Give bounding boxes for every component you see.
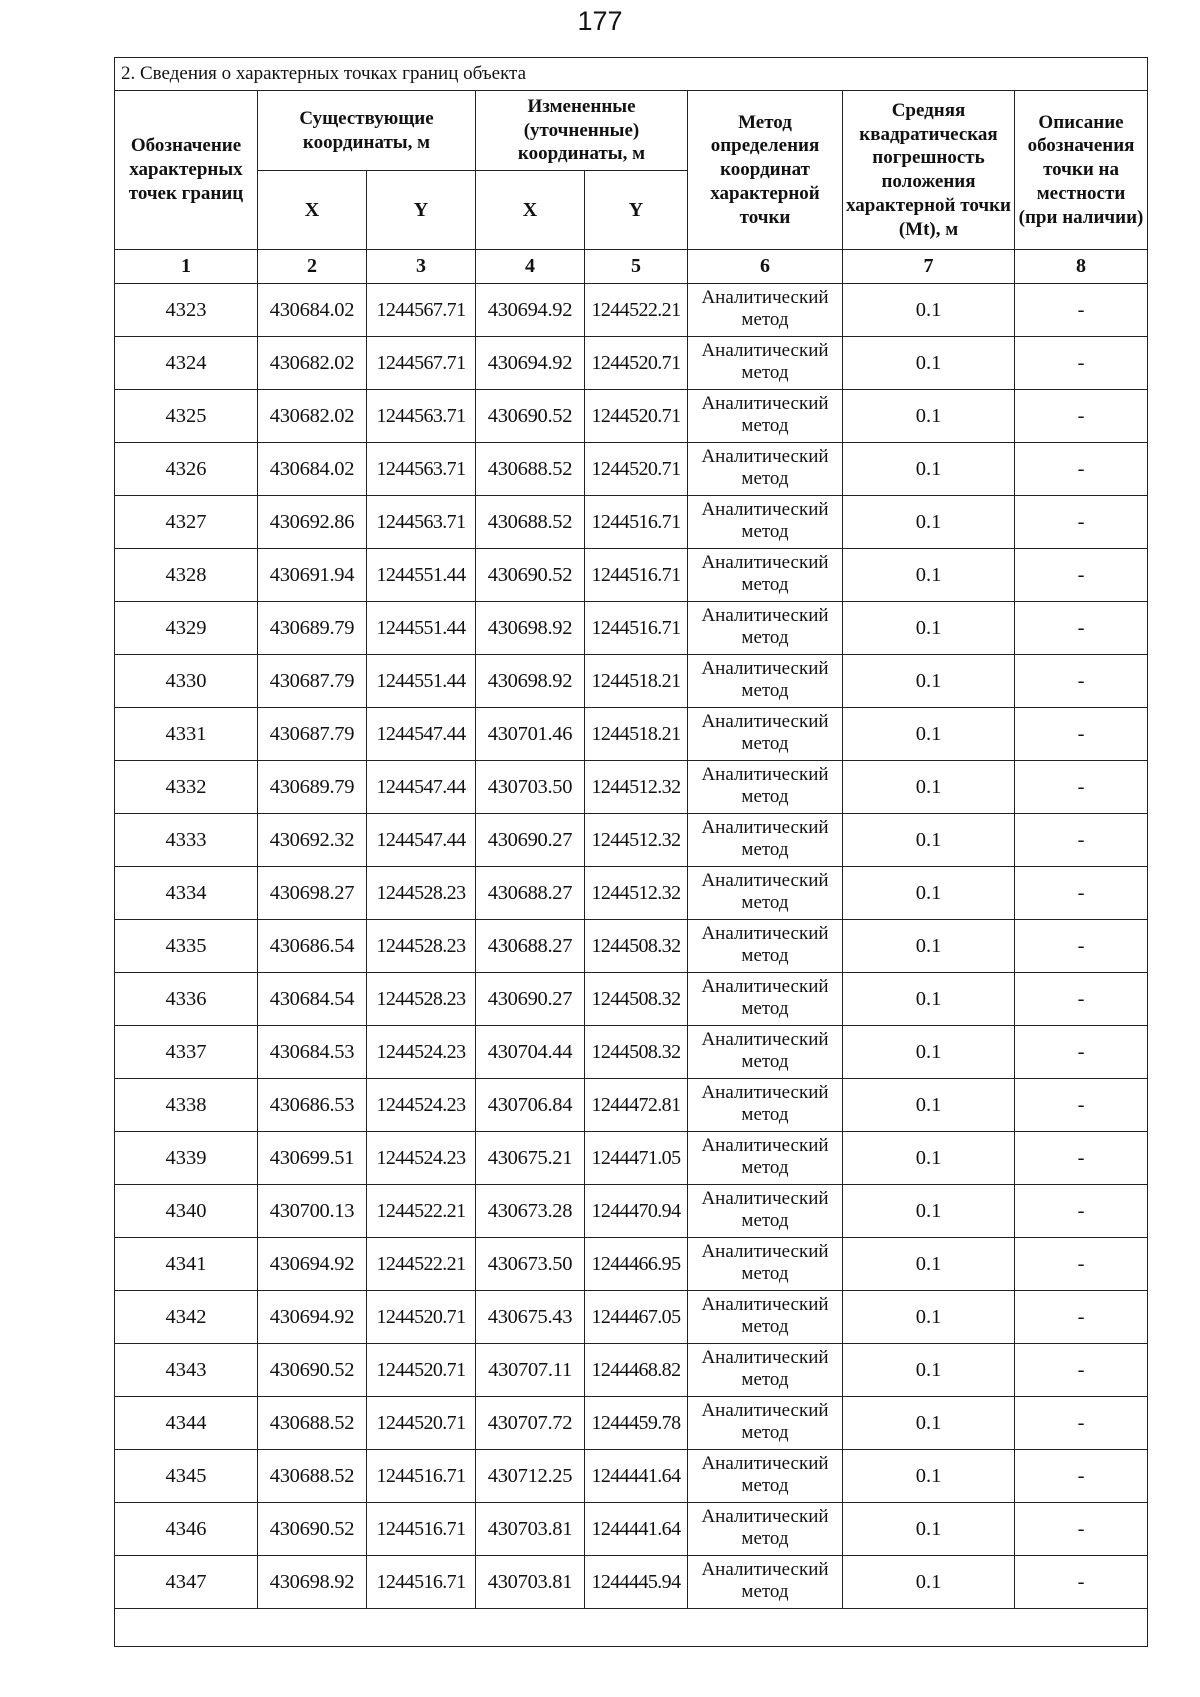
mean-square-error-cell: 0.1 [843,708,1015,761]
changed-x-cell: 430706.84 [476,1079,585,1132]
table-row [115,1291,1148,1344]
description-cell: - [1015,549,1148,602]
table-row [115,655,1148,708]
mean-square-error-cell: 0.1 [843,337,1015,390]
description-cell: - [1015,284,1148,337]
mean-square-error-cell: 0.1 [843,1503,1015,1556]
changed-x-cell: 430707.11 [476,1344,585,1397]
changed-y-cell: 1244518.21 [585,708,688,761]
table-row [115,1556,1148,1609]
empty-cell [115,1609,1148,1647]
table-row [115,337,1148,390]
method-cell: Аналитический метод [688,1503,843,1556]
method-cell: Аналитический метод [688,1450,843,1503]
description-cell: - [1015,1344,1148,1397]
changed-y-cell: 1244441.64 [585,1503,688,1556]
changed-x-cell: 430690.52 [476,390,585,443]
mean-square-error-cell: 0.1 [843,1132,1015,1185]
mean-square-error-cell: 0.1 [843,867,1015,920]
mean-square-error-cell: 0.1 [843,496,1015,549]
table-row [115,390,1148,443]
point-id-cell: 4328 [115,549,258,602]
section-title: 2. Сведения о характерных точках границ объекта [115,58,1148,91]
existing-x-cell: 430691.94 [258,549,367,602]
changed-y-cell: 1244520.71 [585,390,688,443]
existing-x-cell: 430686.54 [258,920,367,973]
table-row [115,284,1148,337]
existing-x-cell: 430684.53 [258,1026,367,1079]
method-cell: Аналитический метод [688,1397,843,1450]
description-cell: - [1015,1291,1148,1344]
method-cell: Аналитический метод [688,549,843,602]
mean-square-error-cell: 0.1 [843,1556,1015,1609]
method-cell: Аналитический метод [688,1185,843,1238]
changed-y-cell: 1244512.32 [585,814,688,867]
mean-square-error-cell: 0.1 [843,655,1015,708]
mean-square-error-cell: 0.1 [843,602,1015,655]
point-id-cell: 4335 [115,920,258,973]
point-id-cell: 4329 [115,602,258,655]
existing-y-cell: 1244522.21 [367,1238,476,1291]
description-cell: - [1015,867,1148,920]
changed-y-cell: 1244508.32 [585,1026,688,1079]
existing-y-cell: 1244516.71 [367,1556,476,1609]
existing-x-cell: 430686.53 [258,1079,367,1132]
changed-x-cell: 430690.27 [476,973,585,1026]
existing-y-cell: 1244520.71 [367,1291,476,1344]
description-cell: - [1015,814,1148,867]
column-number: 2 [258,250,367,284]
existing-y-cell: 1244528.23 [367,973,476,1026]
boundary-points-table [114,57,1148,1647]
existing-x-cell: 430684.54 [258,973,367,1026]
changed-x-cell: 430673.28 [476,1185,585,1238]
existing-y-cell: 1244563.71 [367,390,476,443]
table-row [115,1503,1148,1556]
mean-square-error-cell: 0.1 [843,973,1015,1026]
changed-x-cell: 430698.92 [476,655,585,708]
changed-y-cell: 1244508.32 [585,973,688,1026]
existing-y-cell: 1244567.71 [367,337,476,390]
existing-y-cell: 1244520.71 [367,1344,476,1397]
existing-y-cell: 1244547.44 [367,708,476,761]
table-row [115,708,1148,761]
method-cell: Аналитический метод [688,973,843,1026]
point-id-cell: 4338 [115,1079,258,1132]
changed-y-cell: 1244512.32 [585,867,688,920]
existing-x-cell: 430684.02 [258,284,367,337]
header-existing-x: X [258,171,367,250]
page-number: 177 [577,6,623,36]
existing-x-cell: 430694.92 [258,1238,367,1291]
table-row [115,1026,1148,1079]
header-mean-square-error: Средняя квадратическая погрешность положения характерной точки (Mt), м [843,91,1015,250]
existing-y-cell: 1244524.23 [367,1132,476,1185]
mean-square-error-cell: 0.1 [843,1397,1015,1450]
existing-y-cell: 1244524.23 [367,1079,476,1132]
changed-y-cell: 1244471.05 [585,1132,688,1185]
existing-x-cell: 430682.02 [258,390,367,443]
point-id-cell: 4339 [115,1132,258,1185]
method-cell: Аналитический метод [688,761,843,814]
method-cell: Аналитический метод [688,390,843,443]
existing-y-cell: 1244551.44 [367,549,476,602]
mean-square-error-cell: 0.1 [843,920,1015,973]
column-number-row [115,250,1148,284]
point-id-cell: 4341 [115,1238,258,1291]
description-cell: - [1015,602,1148,655]
method-cell: Аналитический метод [688,496,843,549]
existing-y-cell: 1244516.71 [367,1503,476,1556]
method-cell: Аналитический метод [688,337,843,390]
header-changed-coordinates: Измененные (уточненные) координаты, м [476,91,688,171]
method-cell: Аналитический метод [688,284,843,337]
method-cell: Аналитический метод [688,1556,843,1609]
mean-square-error-cell: 0.1 [843,1026,1015,1079]
column-number: 7 [843,250,1015,284]
existing-x-cell: 430698.92 [258,1556,367,1609]
table-row [115,814,1148,867]
description-cell: - [1015,655,1148,708]
changed-x-cell: 430688.27 [476,867,585,920]
changed-x-cell: 430690.52 [476,549,585,602]
point-id-cell: 4345 [115,1450,258,1503]
method-cell: Аналитический метод [688,1344,843,1397]
existing-y-cell: 1244551.44 [367,602,476,655]
existing-x-cell: 430688.52 [258,1450,367,1503]
header-description: Описание обозначения точки на местности (при наличии) [1015,91,1148,250]
existing-x-cell: 430690.52 [258,1344,367,1397]
description-cell: - [1015,1132,1148,1185]
existing-x-cell: 430699.51 [258,1132,367,1185]
column-number: 3 [367,250,476,284]
point-id-cell: 4327 [115,496,258,549]
description-cell: - [1015,1079,1148,1132]
mean-square-error-cell: 0.1 [843,1238,1015,1291]
method-cell: Аналитический метод [688,443,843,496]
changed-y-cell: 1244516.71 [585,496,688,549]
existing-x-cell: 430692.86 [258,496,367,549]
existing-x-cell: 430689.79 [258,602,367,655]
existing-y-cell: 1244528.23 [367,920,476,973]
description-cell: - [1015,1238,1148,1291]
mean-square-error-cell: 0.1 [843,1185,1015,1238]
mean-square-error-cell: 0.1 [843,390,1015,443]
changed-x-cell: 430673.50 [476,1238,585,1291]
table-body [115,284,1148,1647]
existing-y-cell: 1244563.71 [367,443,476,496]
table-row [115,1185,1148,1238]
header-existing-coordinates: Существующие координаты, м [258,91,476,171]
changed-x-cell: 430694.92 [476,284,585,337]
changed-y-cell: 1244508.32 [585,920,688,973]
point-id-cell: 4343 [115,1344,258,1397]
point-id-cell: 4325 [115,390,258,443]
column-number: 6 [688,250,843,284]
mean-square-error-cell: 0.1 [843,443,1015,496]
point-id-cell: 4332 [115,761,258,814]
method-cell: Аналитический метод [688,1291,843,1344]
table-row [115,602,1148,655]
method-cell: Аналитический метод [688,1132,843,1185]
point-id-cell: 4336 [115,973,258,1026]
changed-x-cell: 430703.81 [476,1503,585,1556]
header-designation: Обозначение характерных точек границ [115,91,258,250]
existing-y-cell: 1244551.44 [367,655,476,708]
changed-x-cell: 430698.92 [476,602,585,655]
method-cell: Аналитический метод [688,708,843,761]
changed-y-cell: 1244459.78 [585,1397,688,1450]
column-number: 5 [585,250,688,284]
existing-x-cell: 430694.92 [258,1291,367,1344]
table-row [115,867,1148,920]
header-existing-y: Y [367,171,476,250]
description-cell: - [1015,1185,1148,1238]
point-id-cell: 4346 [115,1503,258,1556]
point-id-cell: 4323 [115,284,258,337]
existing-x-cell: 430690.52 [258,1503,367,1556]
description-cell: - [1015,390,1148,443]
changed-x-cell: 430675.21 [476,1132,585,1185]
method-cell: Аналитический метод [688,1079,843,1132]
existing-y-cell: 1244516.71 [367,1450,476,1503]
changed-x-cell: 430690.27 [476,814,585,867]
existing-x-cell: 430698.27 [258,867,367,920]
changed-x-cell: 430703.50 [476,761,585,814]
changed-y-cell: 1244468.82 [585,1344,688,1397]
table-row [115,443,1148,496]
changed-y-cell: 1244518.21 [585,655,688,708]
changed-x-cell: 430704.44 [476,1026,585,1079]
point-id-cell: 4330 [115,655,258,708]
empty-row [115,1609,1148,1647]
changed-y-cell: 1244520.71 [585,443,688,496]
changed-y-cell: 1244466.95 [585,1238,688,1291]
table-row [115,549,1148,602]
header-method: Метод определения координат характерной точки [688,91,843,250]
description-cell: - [1015,443,1148,496]
mean-square-error-cell: 0.1 [843,284,1015,337]
changed-y-cell: 1244522.21 [585,284,688,337]
existing-y-cell: 1244524.23 [367,1026,476,1079]
changed-y-cell: 1244512.32 [585,761,688,814]
existing-y-cell: 1244547.44 [367,814,476,867]
table-row [115,1132,1148,1185]
table-row [115,973,1148,1026]
changed-x-cell: 430703.81 [476,1556,585,1609]
existing-y-cell: 1244528.23 [367,867,476,920]
point-id-cell: 4337 [115,1026,258,1079]
mean-square-error-cell: 0.1 [843,549,1015,602]
existing-x-cell: 430688.52 [258,1397,367,1450]
mean-square-error-cell: 0.1 [843,1079,1015,1132]
table-row [115,1344,1148,1397]
table-row [115,1079,1148,1132]
changed-y-cell: 1244441.64 [585,1450,688,1503]
point-id-cell: 4347 [115,1556,258,1609]
existing-x-cell: 430684.02 [258,443,367,496]
method-cell: Аналитический метод [688,1026,843,1079]
method-cell: Аналитический метод [688,602,843,655]
mean-square-error-cell: 0.1 [843,761,1015,814]
changed-y-cell: 1244445.94 [585,1556,688,1609]
description-cell: - [1015,1397,1148,1450]
point-id-cell: 4334 [115,867,258,920]
existing-y-cell: 1244563.71 [367,496,476,549]
table-row [115,1238,1148,1291]
changed-x-cell: 430701.46 [476,708,585,761]
description-cell: - [1015,1556,1148,1609]
method-cell: Аналитический метод [688,920,843,973]
description-cell: - [1015,337,1148,390]
existing-x-cell: 430687.79 [258,708,367,761]
changed-y-cell: 1244467.05 [585,1291,688,1344]
changed-y-cell: 1244470.94 [585,1185,688,1238]
mean-square-error-cell: 0.1 [843,814,1015,867]
changed-y-cell: 1244516.71 [585,549,688,602]
header-changed-y: Y [585,171,688,250]
point-id-cell: 4333 [115,814,258,867]
existing-x-cell: 430692.32 [258,814,367,867]
header-changed-x: X [476,171,585,250]
mean-square-error-cell: 0.1 [843,1344,1015,1397]
changed-x-cell: 430675.43 [476,1291,585,1344]
description-cell: - [1015,496,1148,549]
point-id-cell: 4342 [115,1291,258,1344]
method-cell: Аналитический метод [688,814,843,867]
existing-x-cell: 430689.79 [258,761,367,814]
existing-y-cell: 1244522.21 [367,1185,476,1238]
point-id-cell: 4326 [115,443,258,496]
table-row [115,1450,1148,1503]
method-cell: Аналитический метод [688,1238,843,1291]
existing-y-cell: 1244520.71 [367,1397,476,1450]
changed-x-cell: 430712.25 [476,1450,585,1503]
changed-y-cell: 1244472.81 [585,1079,688,1132]
table-row [115,920,1148,973]
method-cell: Аналитический метод [688,655,843,708]
changed-x-cell: 430688.52 [476,496,585,549]
description-cell: - [1015,708,1148,761]
method-cell: Аналитический метод [688,867,843,920]
existing-x-cell: 430700.13 [258,1185,367,1238]
table-row [115,496,1148,549]
changed-x-cell: 430688.52 [476,443,585,496]
description-cell: - [1015,973,1148,1026]
column-number: 1 [115,250,258,284]
existing-x-cell: 430682.02 [258,337,367,390]
description-cell: - [1015,1450,1148,1503]
existing-x-cell: 430687.79 [258,655,367,708]
point-id-cell: 4324 [115,337,258,390]
mean-square-error-cell: 0.1 [843,1450,1015,1503]
description-cell: - [1015,1026,1148,1079]
point-id-cell: 4340 [115,1185,258,1238]
table-row [115,761,1148,814]
column-number: 8 [1015,250,1148,284]
changed-y-cell: 1244520.71 [585,337,688,390]
description-cell: - [1015,1503,1148,1556]
changed-y-cell: 1244516.71 [585,602,688,655]
table-row [115,1397,1148,1450]
existing-y-cell: 1244547.44 [367,761,476,814]
existing-y-cell: 1244567.71 [367,284,476,337]
description-cell: - [1015,761,1148,814]
changed-x-cell: 430688.27 [476,920,585,973]
mean-square-error-cell: 0.1 [843,1291,1015,1344]
changed-x-cell: 430694.92 [476,337,585,390]
point-id-cell: 4344 [115,1397,258,1450]
changed-x-cell: 430707.72 [476,1397,585,1450]
point-id-cell: 4331 [115,708,258,761]
description-cell: - [1015,920,1148,973]
column-number: 4 [476,250,585,284]
